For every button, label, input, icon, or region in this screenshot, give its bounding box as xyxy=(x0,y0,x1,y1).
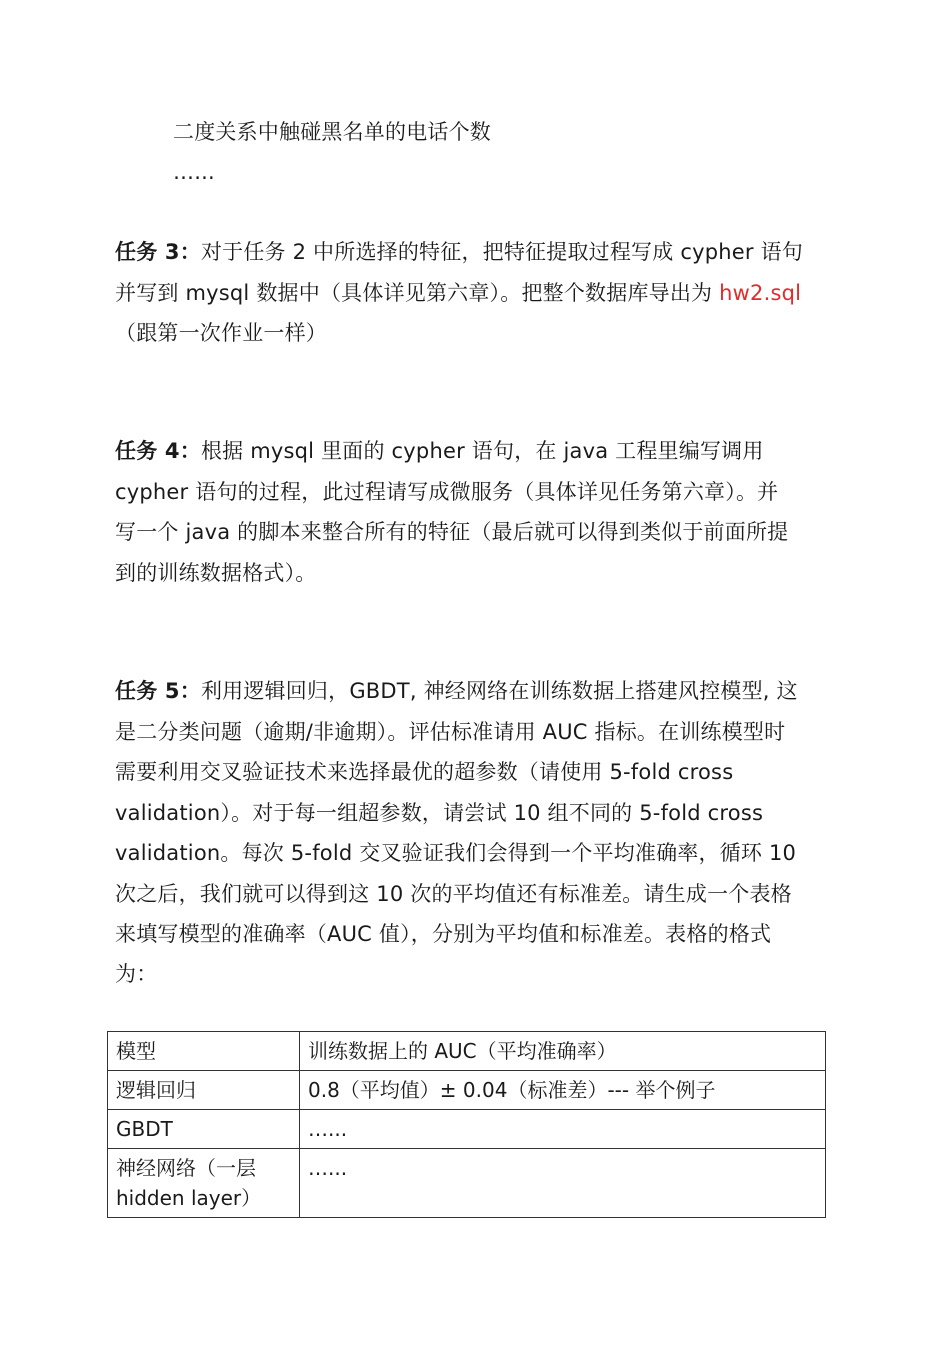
task5-line-4: validation）。对于每一组超参数，请尝试 10 组不同的 5-fold cross xyxy=(115,801,764,825)
table-row xyxy=(108,1071,826,1110)
task4-text-1: 根据 mysql 里面的 cypher 语句，在 java 工程里编写调用 xyxy=(200,439,764,463)
task4-line-3: 写一个 java 的脚本来整合所有的特征（最后就可以得到类似于前面所提 xyxy=(115,520,789,544)
table-row xyxy=(108,1110,826,1149)
task3-export-filename: hw2.sql xyxy=(719,281,802,305)
row-model: 神经网络（一层 hidden layer） xyxy=(108,1149,300,1218)
row-model: GBDT xyxy=(108,1110,300,1149)
auc-results-table xyxy=(107,1031,826,1218)
task3-line-1 xyxy=(115,238,803,266)
row-value: …... xyxy=(300,1110,826,1149)
task5-line-8: 为： xyxy=(115,962,158,986)
header-auc: 训练数据上的 AUC（平均准确率） xyxy=(300,1032,826,1071)
row-value: 0.8（平均值）± 0.04（标准差）--- 举个例子 xyxy=(300,1071,826,1110)
task3-text-2: 并写到 mysql 数据中（具体详见第六章）。把整个数据库导出为 xyxy=(115,281,720,305)
task5-line-7: 来填写模型的准确率（AUC 值），分别为平均值和标准差。表格的格式 xyxy=(115,922,772,946)
task3-text-1: 对于任务 2 中所选择的特征，把特征提取过程写成 cypher 语句 xyxy=(200,240,803,264)
task3-label: 任务 3： xyxy=(115,240,201,264)
task5-line-2: 是二分类问题（逾期/非逾期）。评估标准请用 AUC 指标。在训练模型时 xyxy=(115,720,786,744)
row-model: 逻辑回归 xyxy=(108,1071,300,1110)
task4-line-1 xyxy=(115,437,764,465)
header-model: 模型 xyxy=(108,1032,300,1071)
task5-text-1: 利用逻辑回归，GBDT, 神经网络在训练数据上搭建风控模型, 这 xyxy=(200,679,798,703)
task4-line-4: 到的训练数据格式）。 xyxy=(115,561,317,585)
task3-line-2 xyxy=(115,279,801,307)
task5-line-6: 次之后，我们就可以得到这 10 次的平均值还有标准差。请生成一个表格 xyxy=(115,882,792,906)
intro-line-1: 二度关系中触碰黑名单的电话个数 xyxy=(173,120,491,144)
task4-label: 任务 4： xyxy=(115,439,201,463)
task5-line-3: 需要利用交叉验证技术来选择最优的超参数（请使用 5-fold cross xyxy=(115,760,734,784)
table-row xyxy=(108,1149,826,1218)
task5-label: 任务 5： xyxy=(115,679,201,703)
intro-line-2: …... xyxy=(173,160,215,184)
task5-line-1 xyxy=(115,677,798,705)
task5-line-5: validation。每次 5-fold 交叉验证我们会得到一个平均准确率，循环 10 xyxy=(115,841,797,865)
task4-line-2: cypher 语句的过程，此过程请写成微服务（具体详见任务第六章）。并 xyxy=(115,480,779,504)
table-header-row xyxy=(108,1032,826,1071)
task3-line-3: （跟第一次作业一样） xyxy=(115,321,327,345)
row-value: …... xyxy=(300,1149,826,1218)
